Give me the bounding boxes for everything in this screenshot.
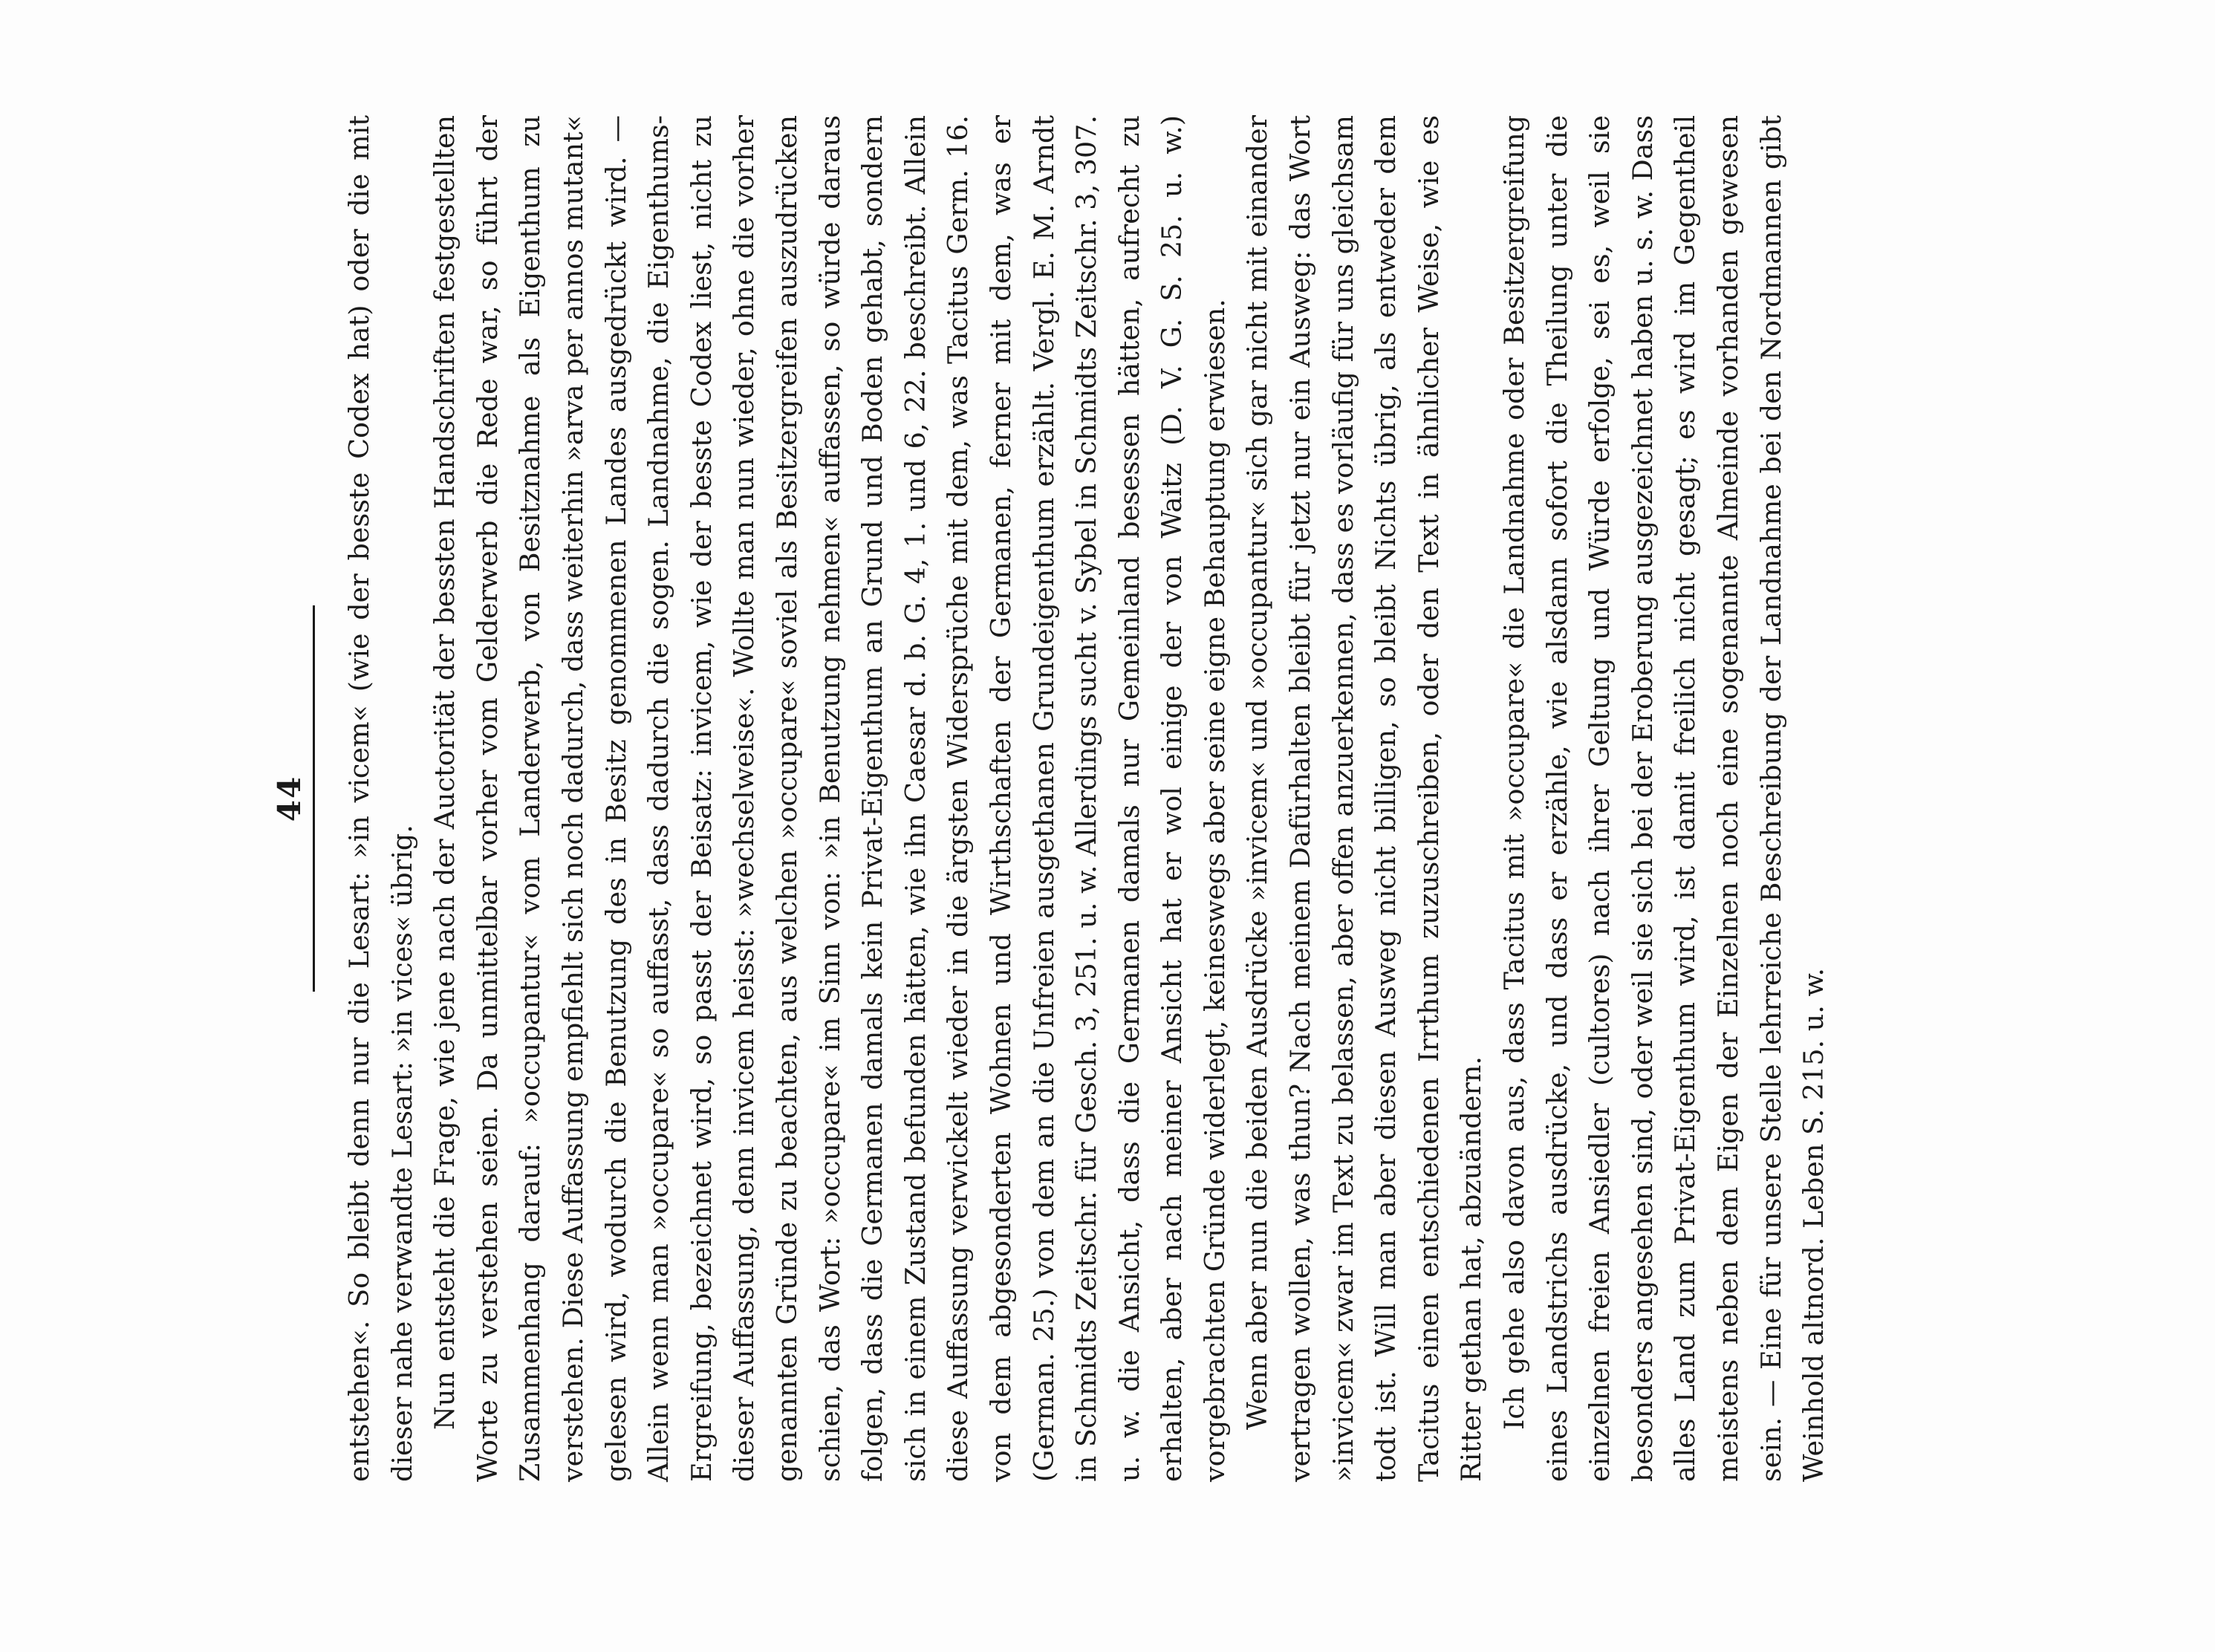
header-rule bbox=[313, 605, 315, 992]
paragraph-3: Wenn aber nun die beiden Ausdrücke »invicem« und »occupantur« sich gar nicht mit einander vertragen wollen, was thun? Nach meinem Dafürhalten bleibt für jetzt nur ein Ausweg: das Wort »invicem« zwar im Text zu belassen, aber offen anzuerkennen, dass es vorläufig für uns gleichsam todt ist. Will man aber diesen Ausweg nicht billigen, so bleibt Nichts übrig, als entweder dem Tacitus einen entschiedenen Irrthum zuzuschreiben, oder den Text in ähnlicher Weise, wie es Ritter gethan hat, abzuändern. bbox=[1241, 115, 1488, 1482]
paragraph-2: Nun entsteht die Frage, wie jene nach der Auctorität der bessten Handschriften festgestellten Worte zu verstehen seien. Da unmittelbar vorher vom Gelderwerb die Rede war, so führt der Zusammenhang darauf: »occupantur« vom Landerwerb, von Besitznahme als Eigenthum zu verstehen. Diese Auffassung empfiehlt sich noch dadurch, dass weiterhin »arva per annos mutant« gelesen wird, wodurch die Benutzung des in Besitz genommenen Landes ausgedrückt wird. — Allein wenn man »occupare« so auffasst, dass dadurch die sogen. Landnahme, die Eigenthums-Ergreifung, bezeichnet wird, so passt der Beisatz: invicem, wie der besste Codex liest, nicht zu dieser Auffassung, denn invicem heisst: »wechselweise«. Wollte man nun wieder, ohne die vorher genannten Gründe zu beachten, aus welchen »occupare« soviel als Besitzergreifen auszudrücken schien, das Wort: »occupare« im Sinn von: »in Benutzung nehmen« auffassen, so würde daraus folgen, dass die Germanen damals kein Privat-Eigenthum an Grund und Boden gehabt, sondern sich in einem Zustand befunden hätten, wie ihn Caesar d. b. G. 4, 1. und 6, 22. beschreibt. Allein diese Auffassung verwickelt wieder in die ärgsten Widersprüche mit dem, was Tacitus Germ. 16. von dem abgesonderten Wohnen und Wirthschaften der Germanen, ferner mit dem, was er (German. 25.) von dem an die Unfreien ausgethanen Grundeigenthum erzählt. Vergl. E. M. Arndt in Schmidts Zeitschr. für Gesch. 3, 251. u. w. Allerdings sucht v. Sybel in Schmidts Zeitschr. 3, 307. u. w. die Ansicht, dass die Germanen damals nur Gemeinland besessen hätten, aufrecht zu erhalten, aber nach meiner Ansicht hat er wol einige der von Waitz (D. V. G. S. 25. u. w.) vorgebrachten Gründe widerlegt, keineswegs aber seine eigne Behauptung erwiesen. bbox=[429, 115, 1231, 1482]
paragraph-1: entstehen«. So bleibt denn nur die Lesart: »in vicem« (wie der besste Codex hat) oder die mit dieser nahe verwandte Lesart: »in vices« übrig. bbox=[343, 115, 418, 1482]
rotated-page bbox=[271, 115, 1830, 1482]
paragraph-4: Ich gehe also davon aus, dass Tacitus mit »occupare« die Landnahme oder Besitzergreifung eines Landstrichs ausdrücke, und dass er erzähle, wie alsdann sofort die Theilung unter die einzelnen freien Ansiedler (cultores) nach ihrer Geltung und Würde erfolge, sei es, weil sie besonders angesehen sind, oder weil sie sich bei der Eroberung ausgezeichnet haben u. s. w. Dass alles Land zum Privat-Eigenthum wird, ist damit freilich nicht gesagt; es wird im Gegentheil meistens neben dem Eigen der Einzelnen noch eine sogenannte Almeinde vorhanden gewesen sein. — Eine für unsere Stelle lehrreiche Beschreibung der Landnahme bei den Nordmannen gibt Weinhold altnord. Leben S. 215. u. w. bbox=[1498, 115, 1830, 1482]
body-text bbox=[338, 115, 1835, 1482]
page-number: 44 bbox=[271, 775, 308, 822]
